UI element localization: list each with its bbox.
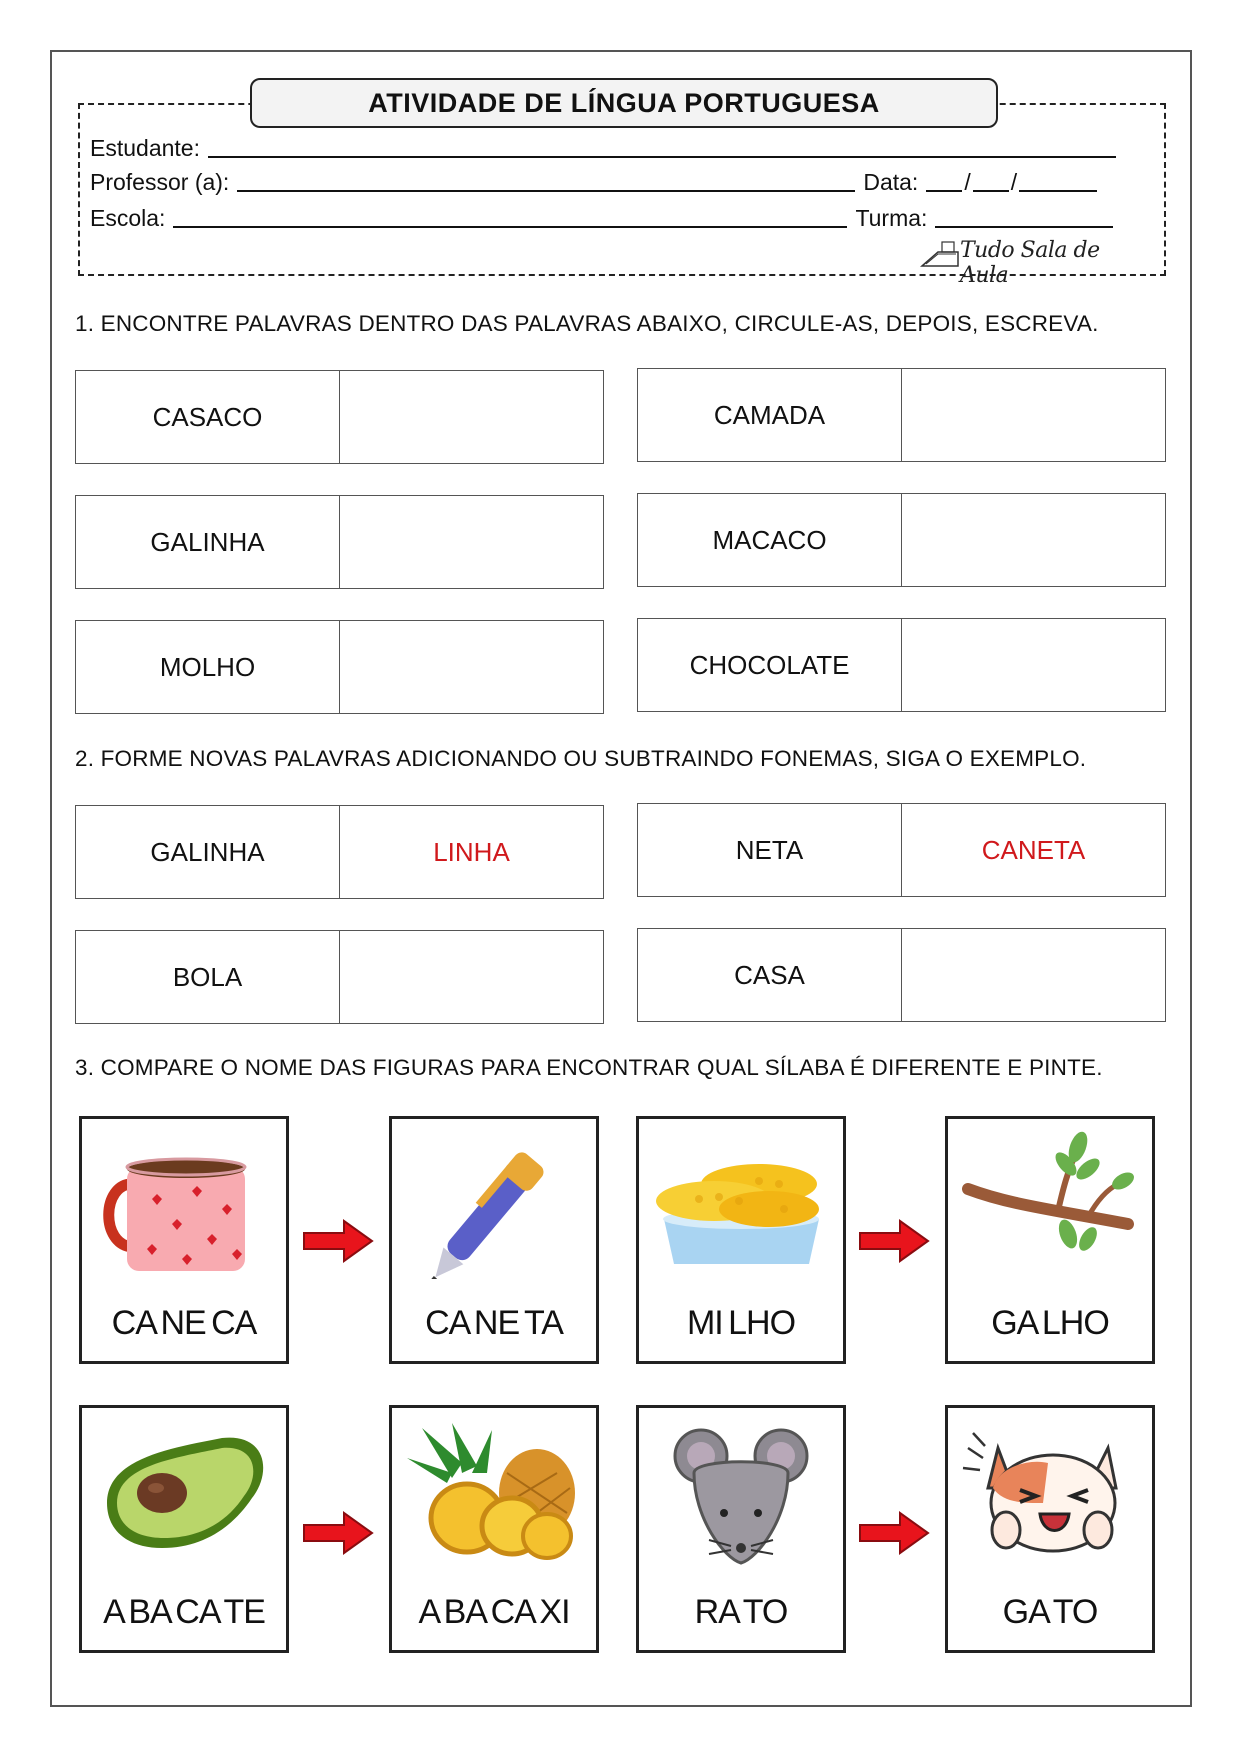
arrow-right-icon (302, 1510, 374, 1556)
card-label: CA NE CA (111, 1304, 257, 1342)
arrow-right-icon (302, 1218, 374, 1264)
picture-card[interactable] (79, 1405, 289, 1653)
arrow-right-icon (858, 1510, 930, 1556)
date-label: Data: (863, 169, 919, 195)
q2-word: BOLA (76, 931, 340, 1023)
picture-card[interactable] (389, 1405, 599, 1653)
student-field[interactable] (208, 156, 1116, 158)
date-year-field[interactable] (1019, 190, 1097, 192)
q2-word: NETA (638, 804, 902, 896)
q2-word: GALINHA (76, 806, 340, 898)
q1-box (637, 368, 1166, 462)
card-label: GA LHO (991, 1304, 1109, 1342)
school-field[interactable] (173, 226, 847, 228)
q1-word: CHOCOLATE (638, 619, 902, 711)
school-label: Escola: (90, 205, 166, 231)
mouse-icon (639, 1418, 843, 1568)
q1-word: MACACO (638, 494, 902, 586)
q1-answer-field[interactable] (902, 494, 1165, 586)
q1-answer-field[interactable] (340, 496, 603, 588)
q1-answer-field[interactable] (902, 619, 1165, 711)
q1-answer-field[interactable] (340, 371, 603, 463)
date-month-field[interactable] (973, 190, 1009, 192)
teacher-field[interactable] (237, 190, 855, 192)
q1-box (75, 370, 604, 464)
question-2: 2. FORME NOVAS PALAVRAS ADICIONANDO OU SUBTRAINDO FONEMAS, SIGA O EXEMPLO. (75, 746, 1087, 771)
q2-box (637, 803, 1166, 897)
teacher-label: Professor (a): (90, 169, 230, 195)
q1-word: CASACO (76, 371, 340, 463)
class-field[interactable] (935, 226, 1113, 228)
picture-card[interactable] (79, 1116, 289, 1364)
q1-word: GALINHA (76, 496, 340, 588)
card-label: GA TO (1002, 1593, 1098, 1631)
card-label: RA TO (694, 1593, 788, 1631)
q2-word: CASA (638, 929, 902, 1021)
picture-card[interactable] (636, 1116, 846, 1364)
student-row (90, 132, 1125, 162)
q1-word: MOLHO (76, 621, 340, 713)
q2-box (75, 805, 604, 899)
card-label: MI LHO (686, 1304, 796, 1342)
q1-box (75, 620, 604, 714)
picture-card[interactable] (389, 1116, 599, 1364)
question-1: 1. ENCONTRE PALAVRAS DENTRO DAS PALAVRAS ABAIXO, CIRCULE-AS, DEPOIS, ESCREVA. (75, 311, 1099, 336)
avocado-icon (82, 1418, 286, 1568)
q2-example-answer: LINHA (433, 836, 510, 867)
mug-icon (82, 1129, 286, 1279)
card-label: A BA CA TE (103, 1593, 265, 1631)
teacher-row: Professor (a): Data: / / (90, 166, 1125, 196)
q1-word: CAMADA (638, 369, 902, 461)
question-3: 3. COMPARE O NOME DAS FIGURAS PARA ENCONTRAR QUAL SÍLABA É DIFERENTE E PINTE. (75, 1055, 1103, 1080)
q2-example-answer: CANETA (981, 834, 1086, 865)
picture-card[interactable] (636, 1405, 846, 1653)
picture-card[interactable] (945, 1405, 1155, 1653)
card-label: A BA CA XI (418, 1593, 570, 1631)
q2-box (637, 928, 1166, 1022)
q1-box (637, 493, 1166, 587)
q1-answer-field[interactable] (902, 369, 1165, 461)
book-icon (920, 240, 960, 270)
q2-box (75, 930, 604, 1024)
corn-icon (639, 1129, 843, 1279)
date-day-field[interactable] (926, 190, 962, 192)
q1-box (637, 618, 1166, 712)
student-label: Estudante: (90, 135, 200, 161)
q2-answer-field[interactable] (902, 929, 1165, 1021)
pineapple-icon (392, 1418, 596, 1568)
arrow-right-icon (858, 1218, 930, 1264)
cat-icon (948, 1418, 1152, 1568)
card-label: CA NE TA (425, 1304, 563, 1342)
q1-answer-field[interactable] (340, 621, 603, 713)
school-row (90, 202, 1125, 232)
brand-text: Tudo Sala de Aula (960, 238, 1100, 288)
q2-answer-field[interactable] (340, 931, 603, 1023)
class-label: Turma: (855, 205, 928, 231)
q1-box (75, 495, 604, 589)
pen-icon (392, 1129, 596, 1279)
brand-logo (920, 238, 1120, 288)
branch-icon (948, 1129, 1152, 1279)
page-title: ATIVIDADE DE LÍNGUA PORTUGUESA (250, 78, 998, 128)
picture-card[interactable] (945, 1116, 1155, 1364)
